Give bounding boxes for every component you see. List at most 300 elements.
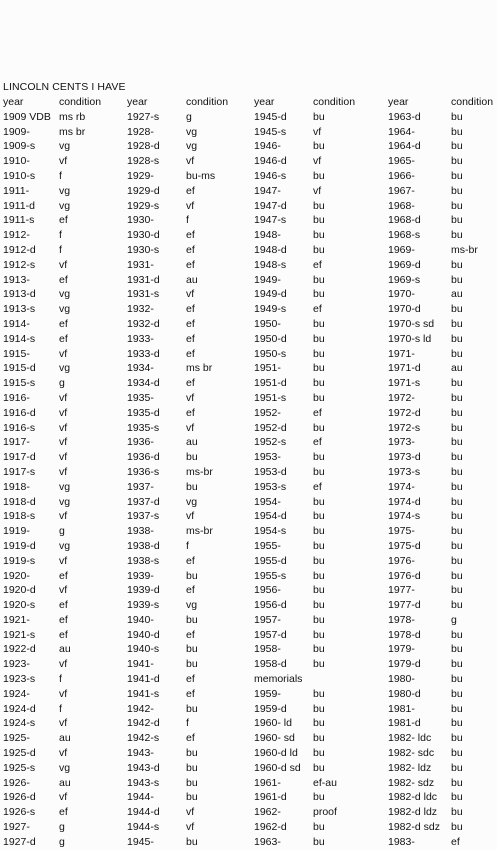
condition-cell: bu xyxy=(451,317,463,330)
year-cell: 1979-d xyxy=(388,658,421,671)
table-row xyxy=(254,687,378,702)
table-row xyxy=(388,347,497,362)
year-cell: 1937- xyxy=(127,480,154,493)
condition-cell: vf xyxy=(186,510,195,523)
condition-cell: vg xyxy=(59,184,71,197)
condition-cell: bu xyxy=(451,258,463,271)
table-row xyxy=(3,805,127,820)
column-header xyxy=(127,95,251,110)
year-cell: 1960-d ld xyxy=(254,747,298,760)
condition-cell: bu xyxy=(313,761,325,774)
condition-cell: bu xyxy=(186,643,198,656)
year-cell: 1910- xyxy=(3,155,30,168)
year-cell: 1982-d ldc xyxy=(388,791,438,804)
condition-cell: bu xyxy=(313,584,325,597)
year-cell: 1981- xyxy=(388,702,415,715)
condition-cell: vf xyxy=(59,584,68,597)
year-cell: 1926-d xyxy=(3,791,36,804)
year-cell: 1980- xyxy=(388,673,415,686)
table-row xyxy=(254,657,378,672)
table-row xyxy=(254,524,378,539)
condition-cell: bu xyxy=(451,643,463,656)
condition-cell: ef xyxy=(186,317,195,330)
table-row xyxy=(254,495,378,510)
table-row xyxy=(127,716,251,731)
year-cell: 1970- xyxy=(388,288,415,301)
condition-cell: ms br xyxy=(59,125,86,138)
condition-cell: bu xyxy=(313,229,325,242)
condition-cell: ms-br xyxy=(186,465,213,478)
table-row xyxy=(388,317,497,332)
year-cell: 1930-d xyxy=(127,229,160,242)
year-cell: 1940-s xyxy=(127,643,160,656)
header-year: year xyxy=(3,96,24,108)
table-row xyxy=(3,672,127,687)
year-cell: 1972- xyxy=(388,391,415,404)
condition-cell: ef xyxy=(451,835,460,848)
year-cell: 1945-d xyxy=(254,110,287,123)
year-cell: 1933- xyxy=(127,332,154,345)
condition-cell: vg xyxy=(59,539,71,552)
year-cell: 1937-s xyxy=(127,510,160,523)
condition-cell: f xyxy=(59,169,62,182)
year-cell: 1915-s xyxy=(3,377,36,390)
table-row xyxy=(388,539,497,554)
condition-cell: vf xyxy=(59,258,68,271)
year-cell: 1982- ldc xyxy=(388,732,432,745)
condition-cell: g xyxy=(451,613,457,626)
year-cell: 1936- xyxy=(127,436,154,449)
year-cell: 1930- xyxy=(127,214,154,227)
table-row xyxy=(127,524,251,539)
condition-cell: vg xyxy=(186,599,198,612)
year-cell: 1924- xyxy=(3,687,30,700)
condition-cell: vf xyxy=(59,465,68,478)
table-row xyxy=(388,583,497,598)
condition-cell: bu xyxy=(313,451,325,464)
condition-cell: bu xyxy=(451,480,463,493)
condition-cell: bu xyxy=(451,747,463,760)
condition-cell: g xyxy=(59,835,65,848)
year-cell: 1941-d xyxy=(127,673,160,686)
condition-cell: bu xyxy=(451,539,463,552)
year-cell: 1929-d xyxy=(127,184,160,197)
table-row xyxy=(127,421,251,436)
year-cell: 1940-d xyxy=(127,628,160,641)
year-cell: 1938- xyxy=(127,525,154,538)
year-cell: 1916- xyxy=(3,391,30,404)
condition-cell: au xyxy=(186,436,198,449)
condition-cell: vg xyxy=(186,140,198,153)
year-cell: 1969-d xyxy=(388,258,421,271)
condition-cell: bu xyxy=(313,702,325,715)
year-cell: 1968-s xyxy=(388,229,421,242)
year-cell: 1924-s xyxy=(3,717,36,730)
condition-cell: bu xyxy=(313,539,325,552)
year-cell: 1911-s xyxy=(3,214,35,227)
condition-cell: f xyxy=(59,673,62,686)
table-row xyxy=(388,361,497,376)
year-cell: 1932- xyxy=(127,303,154,316)
table-row xyxy=(254,598,378,613)
table-row xyxy=(127,805,251,820)
year-cell: 1960- sd xyxy=(254,732,295,745)
table-row xyxy=(254,406,378,421)
condition-cell: bu xyxy=(186,835,198,848)
year-cell: 1944-s xyxy=(127,821,160,834)
condition-cell: ef xyxy=(186,332,195,345)
condition-cell: vf xyxy=(59,391,68,404)
page-title: LINCOLN CENTS I HAVE xyxy=(3,81,126,93)
year-cell: 1928-s xyxy=(127,155,160,168)
year-cell: 1925-d xyxy=(3,747,36,760)
table-row xyxy=(254,287,378,302)
header-condition: condition xyxy=(451,96,494,108)
year-cell: 1949-s xyxy=(254,303,287,316)
table-row xyxy=(388,776,497,791)
year-cell: 1947-s xyxy=(254,214,287,227)
table-row xyxy=(254,820,378,835)
table-row xyxy=(254,213,378,228)
year-cell: 1915- xyxy=(3,347,30,360)
table-row xyxy=(127,317,251,332)
condition-cell: ef xyxy=(186,229,195,242)
condition-cell: bu xyxy=(451,332,463,345)
condition-cell: ef xyxy=(59,214,68,227)
condition-cell: bu xyxy=(451,391,463,404)
condition-cell: bu xyxy=(313,273,325,286)
year-cell: 1949-d xyxy=(254,288,287,301)
condition-cell: vf xyxy=(59,347,68,360)
header-condition: condition xyxy=(186,96,229,108)
table-row xyxy=(127,450,251,465)
header-condition: condition xyxy=(313,96,356,108)
condition-cell: bu xyxy=(313,613,325,626)
table-row xyxy=(254,154,378,169)
year-cell: 1922-d xyxy=(3,643,36,656)
year-cell: 1976- xyxy=(388,554,415,567)
condition-cell: bu xyxy=(313,599,325,612)
condition-cell: bu xyxy=(451,155,463,168)
year-cell: 1977-d xyxy=(388,599,421,612)
column-header xyxy=(254,95,378,110)
table-row xyxy=(3,287,127,302)
table-row xyxy=(254,302,378,317)
condition-cell: bu xyxy=(451,806,463,819)
year-cell: 1971- xyxy=(388,347,415,360)
column-2 xyxy=(127,95,251,850)
year-cell: 1972-d xyxy=(388,406,421,419)
table-row xyxy=(388,731,497,746)
year-cell: 1943- xyxy=(127,747,154,760)
year-cell: 1953-d xyxy=(254,465,287,478)
table-row xyxy=(254,805,378,820)
table-row xyxy=(388,391,497,406)
year-cell: 1919-s xyxy=(3,554,36,567)
column-header xyxy=(3,95,127,110)
column-3 xyxy=(254,95,378,850)
table-row xyxy=(127,495,251,510)
condition-cell: ef xyxy=(313,480,322,493)
condition-cell: bu xyxy=(451,377,463,390)
year-cell: 1932-d xyxy=(127,317,160,330)
table-row xyxy=(127,790,251,805)
condition-cell: ms rb xyxy=(59,110,86,123)
year-cell: 1931-s xyxy=(127,288,160,301)
year-cell: 1973- xyxy=(388,436,415,449)
year-cell: 1942-d xyxy=(127,717,160,730)
table-row xyxy=(388,154,497,169)
column-4 xyxy=(388,95,497,850)
condition-cell: bu xyxy=(451,465,463,478)
year-cell: 1913-d xyxy=(3,288,36,301)
condition-cell: vf xyxy=(313,155,322,168)
table-row xyxy=(127,554,251,569)
condition-cell: ef xyxy=(186,303,195,316)
table-row xyxy=(3,243,127,258)
condition-cell: au xyxy=(451,288,463,301)
table-row xyxy=(388,169,497,184)
table-row xyxy=(254,465,378,480)
table-row xyxy=(254,391,378,406)
table-row xyxy=(388,805,497,820)
condition-cell: ef xyxy=(186,347,195,360)
year-cell: 1943-s xyxy=(127,776,160,789)
table-row xyxy=(254,672,378,687)
condition-cell: vf xyxy=(59,436,68,449)
year-cell: 1971-d xyxy=(388,362,421,375)
table-row xyxy=(3,169,127,184)
header-condition: condition xyxy=(59,96,102,108)
table-row xyxy=(254,258,378,273)
table-row xyxy=(388,628,497,643)
condition-cell: ef xyxy=(59,806,68,819)
table-row xyxy=(254,761,378,776)
year-cell: 1975- xyxy=(388,525,415,538)
condition-cell: bu xyxy=(313,347,325,360)
table-row xyxy=(127,569,251,584)
table-row xyxy=(254,317,378,332)
condition-cell: bu xyxy=(313,317,325,330)
condition-cell: ef xyxy=(313,406,322,419)
condition-cell: bu xyxy=(313,214,325,227)
table-row xyxy=(254,139,378,154)
table-row xyxy=(388,554,497,569)
table-row xyxy=(3,110,127,125)
condition-cell: ef xyxy=(186,377,195,390)
condition-cell: bu xyxy=(186,451,198,464)
header-year: year xyxy=(388,96,409,108)
year-cell: 1970-s ld xyxy=(388,332,432,345)
year-cell: 1919- xyxy=(3,525,30,538)
year-cell: 1951-d xyxy=(254,377,287,390)
table-row xyxy=(254,169,378,184)
table-row xyxy=(254,613,378,628)
table-row xyxy=(254,184,378,199)
condition-cell: f xyxy=(59,702,62,715)
year-cell: 1935- xyxy=(127,391,154,404)
condition-cell: bu xyxy=(451,673,463,686)
condition-cell: vf xyxy=(59,687,68,700)
table-row xyxy=(254,569,378,584)
condition-cell: bu xyxy=(313,391,325,404)
table-row xyxy=(254,332,378,347)
condition-cell: vf xyxy=(186,288,195,301)
condition-cell: bu xyxy=(313,791,325,804)
table-row xyxy=(254,554,378,569)
year-cell: 1978-d xyxy=(388,628,421,641)
year-cell: 1917-d xyxy=(3,451,36,464)
table-row xyxy=(127,199,251,214)
year-cell: 1942-s xyxy=(127,732,160,745)
table-row xyxy=(127,731,251,746)
year-cell: 1964- xyxy=(388,125,415,138)
condition-cell: ef xyxy=(59,569,68,582)
condition-cell: bu xyxy=(186,702,198,715)
year-cell: 1979- xyxy=(388,643,415,656)
table-row xyxy=(3,790,127,805)
condition-cell: bu xyxy=(313,525,325,538)
table-row xyxy=(3,154,127,169)
table-row xyxy=(254,361,378,376)
condition-cell: ef xyxy=(59,613,68,626)
year-cell: 1925-s xyxy=(3,761,36,774)
year-cell: 1913- xyxy=(3,273,30,286)
condition-cell: bu xyxy=(451,169,463,182)
table-row xyxy=(388,110,497,125)
year-cell: 1968- xyxy=(388,199,415,212)
table-row xyxy=(388,450,497,465)
year-cell: 1909-s xyxy=(3,140,36,153)
year-cell: 1912-s xyxy=(3,258,36,271)
year-cell: 1912- xyxy=(3,229,30,242)
table-row xyxy=(127,347,251,362)
year-cell: 1974-d xyxy=(388,495,421,508)
year-cell: 1919-d xyxy=(3,539,36,552)
condition-cell: vf xyxy=(186,391,195,404)
table-row xyxy=(254,642,378,657)
condition-cell: vf xyxy=(186,806,195,819)
condition-cell: vf xyxy=(59,510,68,523)
condition-cell: bu xyxy=(451,125,463,138)
condition-cell: bu xyxy=(313,658,325,671)
condition-cell: bu xyxy=(451,110,463,123)
table-row xyxy=(3,391,127,406)
condition-cell: vf xyxy=(59,747,68,760)
condition-cell: au xyxy=(59,732,71,745)
table-row xyxy=(388,287,497,302)
condition-cell: ef xyxy=(186,687,195,700)
year-cell: 1982- ldz xyxy=(388,761,432,774)
table-row xyxy=(127,687,251,702)
table-row xyxy=(3,657,127,672)
table-row xyxy=(127,820,251,835)
table-row xyxy=(3,435,127,450)
year-cell: 1918-d xyxy=(3,495,36,508)
condition-cell: f xyxy=(59,243,62,256)
year-cell: 1950- xyxy=(254,317,281,330)
table-row xyxy=(127,642,251,657)
year-cell: 1967- xyxy=(388,184,415,197)
table-row xyxy=(254,273,378,288)
year-cell: 1914-s xyxy=(3,332,36,345)
condition-cell: vf xyxy=(186,199,195,212)
condition-cell: bu xyxy=(313,628,325,641)
table-row xyxy=(127,598,251,613)
table-row xyxy=(127,273,251,288)
table-row xyxy=(3,716,127,731)
condition-cell: bu xyxy=(313,569,325,582)
table-row xyxy=(127,702,251,717)
condition-cell: ef xyxy=(186,184,195,197)
condition-cell: bu xyxy=(451,495,463,508)
condition-cell: ef xyxy=(59,628,68,641)
year-cell: 1976-d xyxy=(388,569,421,582)
table-row xyxy=(3,598,127,613)
header-year: year xyxy=(254,96,275,108)
year-cell: 1933-d xyxy=(127,347,160,360)
year-cell: 1952-s xyxy=(254,436,287,449)
table-row xyxy=(388,435,497,450)
condition-cell: vg xyxy=(59,288,71,301)
year-cell: 1913-s xyxy=(3,303,36,316)
column-1 xyxy=(3,95,127,850)
table-row xyxy=(127,746,251,761)
table-row xyxy=(388,495,497,510)
condition-cell: bu xyxy=(313,465,325,478)
year-cell: 1959-d xyxy=(254,702,287,715)
table-row xyxy=(127,258,251,273)
condition-cell: bu xyxy=(451,791,463,804)
year-cell: 1934-d xyxy=(127,377,160,390)
table-row xyxy=(3,228,127,243)
year-cell: 1943-d xyxy=(127,761,160,774)
year-cell: 1970-d xyxy=(388,303,421,316)
year-cell: 1944-d xyxy=(127,806,160,819)
condition-cell: f xyxy=(186,214,189,227)
year-cell: 1961- xyxy=(254,776,281,789)
condition-cell: vf xyxy=(186,821,195,834)
condition-cell: bu xyxy=(186,776,198,789)
year-cell: 1966- xyxy=(388,169,415,182)
table-row xyxy=(388,465,497,480)
condition-cell: bu xyxy=(313,362,325,375)
year-cell: 1931-d xyxy=(127,273,160,286)
year-cell: 1934- xyxy=(127,362,154,375)
condition-cell: bu xyxy=(451,421,463,434)
year-cell: 1916-d xyxy=(3,406,36,419)
year-cell: 1927-s xyxy=(127,110,160,123)
year-cell: 1911-d xyxy=(3,199,35,212)
year-cell: 1931- xyxy=(127,258,154,271)
condition-cell: bu xyxy=(186,791,198,804)
condition-cell: vf xyxy=(59,791,68,804)
year-cell: 1911- xyxy=(3,184,30,197)
year-cell: 1974- xyxy=(388,480,415,493)
year-cell: 1917-s xyxy=(3,465,36,478)
condition-cell: f xyxy=(186,539,189,552)
condition-cell: ef xyxy=(186,732,195,745)
table-row xyxy=(388,746,497,761)
year-cell: 1935-s xyxy=(127,421,160,434)
condition-cell: vg xyxy=(186,495,198,508)
year-cell: 1973-s xyxy=(388,465,421,478)
table-row xyxy=(3,583,127,598)
year-cell: 1953- xyxy=(254,451,281,464)
table-row xyxy=(388,332,497,347)
condition-cell: bu xyxy=(313,717,325,730)
table-row xyxy=(388,376,497,391)
